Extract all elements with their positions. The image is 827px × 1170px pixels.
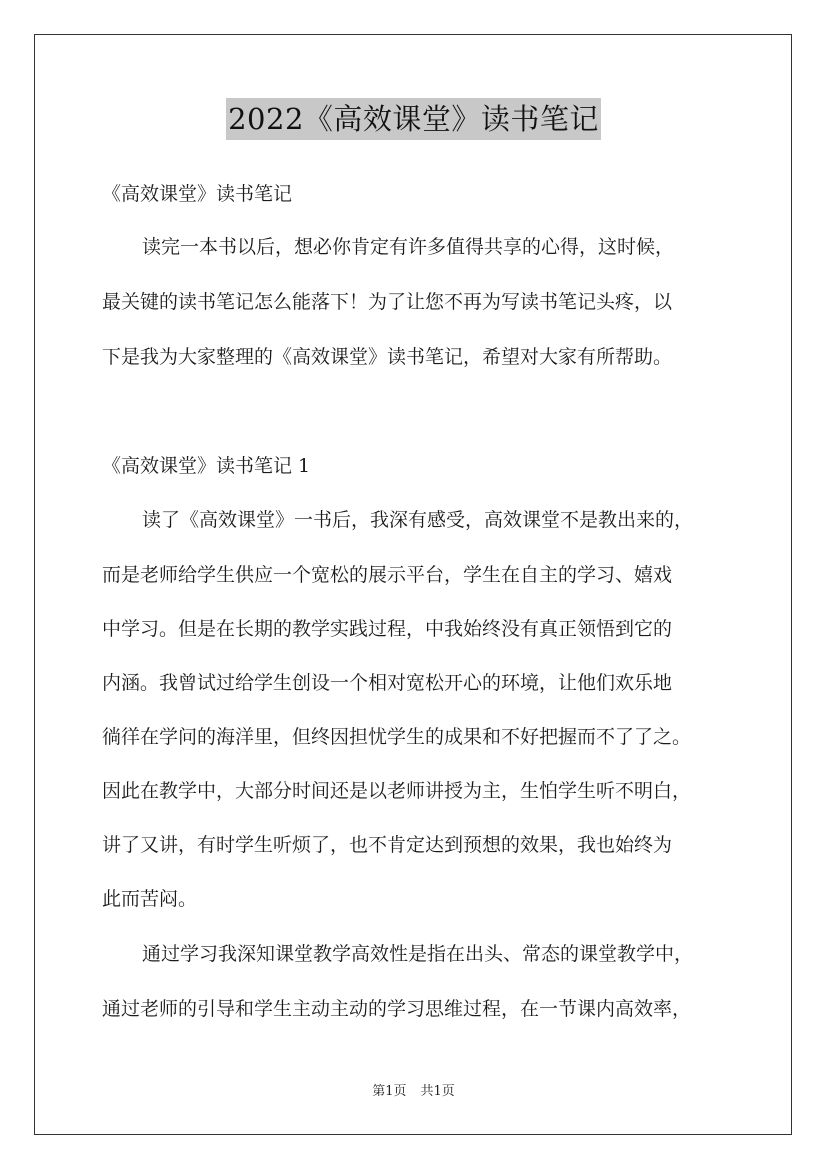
page-footer	[0, 1084, 827, 1100]
paragraph-line: 读了《高效课堂》一书后，我深有感受，高效课堂不是教出来的，	[142, 509, 694, 531]
paragraph-line: 而是老师给学生供应一个宽松的展示平台，学生在自主的学习、嬉戏	[102, 564, 673, 586]
section-heading: 《高效课堂》读书笔记 1	[102, 455, 311, 477]
title-container	[0, 98, 827, 140]
paragraph-line: 因此在教学中，大部分时间还是以老师讲授为主，生怕学生听不明白，	[102, 780, 692, 802]
paragraph-line: 通过学习我深知课堂教学高效性是指在出头、常态的课堂教学中，	[142, 943, 694, 965]
page-total: 共1页	[420, 1084, 455, 1099]
paragraph-line: 下是我为大家整理的《高效课堂》读书笔记，希望对大家有所帮助。	[102, 346, 673, 368]
paragraph-line: 徜徉在学问的海洋里，但终因担忧学生的成果和不好把握而不了了之。	[102, 726, 692, 748]
paragraph-line: 此而苦闷。	[102, 888, 198, 910]
paragraph-line: 讲了又讲，有时学生听烦了，也不肯定达到预想的效果，我也始终为	[102, 834, 673, 856]
page-number: 第1页	[372, 1084, 407, 1099]
paragraph-line: 读完一本书以后，想必你肯定有许多值得共享的心得，这时候，	[142, 236, 675, 258]
paragraph-line: 中学习。但是在长期的教学实践过程，中我始终没有真正领悟到它的	[102, 618, 673, 640]
paragraph-line: 通过老师的引导和学生主动主动的学习思维过程，在一节课内高效率，	[102, 998, 692, 1020]
section-heading: 《高效课堂》读书笔记	[102, 183, 293, 205]
paragraph-line: 内涵。我曾试过给学生创设一个相对宽松开心的环境，让他们欢乐地	[102, 672, 673, 694]
paragraph-line: 最关键的读书笔记怎么能落下！为了让您不再为写读书笔记头疼，以	[102, 291, 673, 313]
document-title: 2022《高效课堂》读书笔记	[226, 98, 601, 140]
